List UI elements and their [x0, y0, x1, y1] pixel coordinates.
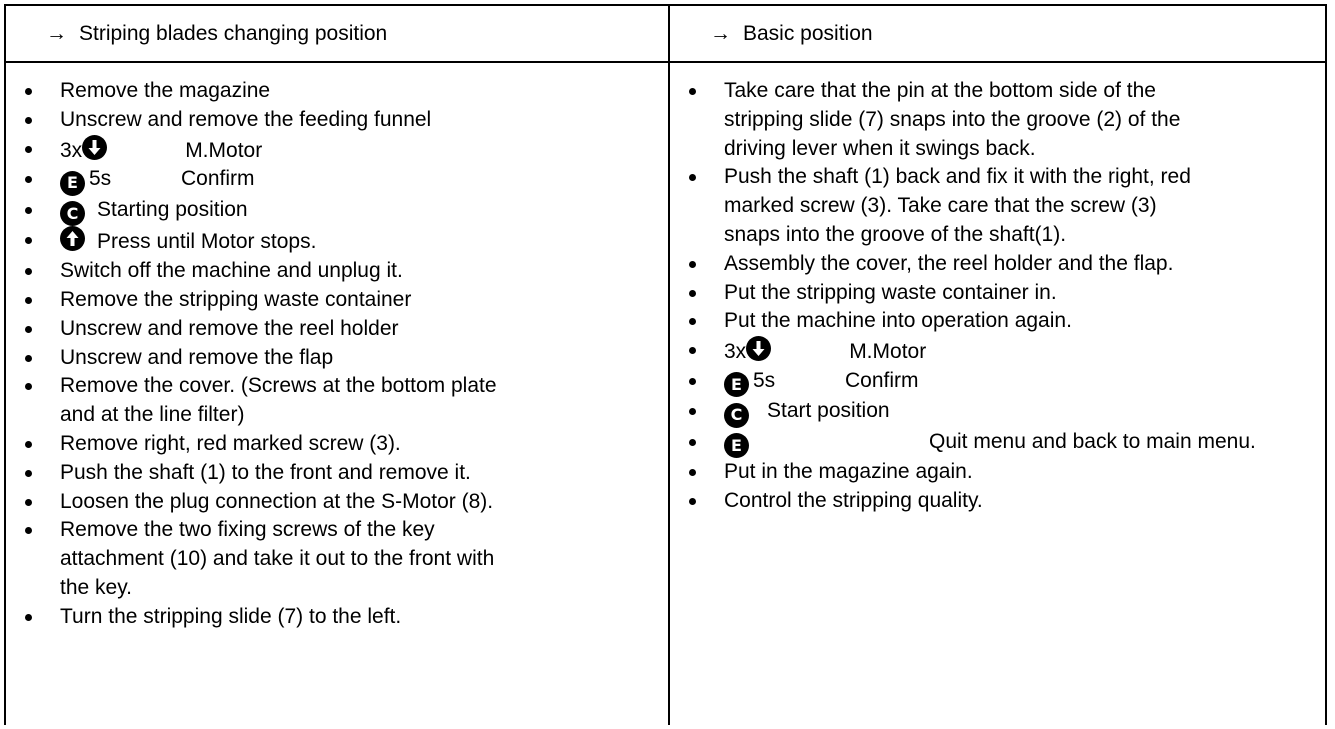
step-text: attachment (10) and take it out to the front with	[60, 547, 495, 571]
list-item	[670, 428, 1325, 459]
list-item	[670, 163, 1325, 249]
list-item	[6, 430, 668, 459]
arrow-up-key-icon	[60, 226, 85, 251]
header-left	[6, 6, 670, 63]
step-text: Remove the cover. (Screws at the bottom plate	[60, 374, 497, 398]
list-item	[670, 307, 1325, 336]
list-item	[6, 77, 668, 106]
step-text: Push the shaft (1) to the front and remove it.	[60, 460, 471, 484]
step-label: M.Motor	[185, 138, 263, 162]
step-text: Unscrew and remove the reel holder	[60, 316, 399, 340]
step-label: Press until Motor stops.	[97, 230, 317, 254]
list-item	[6, 196, 668, 227]
step-text: Take care that the pin at the bottom side of the	[724, 79, 1156, 102]
list-item	[6, 286, 668, 315]
e-key-icon: E	[60, 171, 85, 196]
step-text: Put the stripping waste container in.	[724, 280, 1057, 304]
step-text: Loosen the plug connection at the S-Motor (8).	[60, 489, 494, 513]
list-item	[6, 106, 668, 135]
step-text: Put the machine into operation again.	[724, 309, 1072, 333]
c-key-icon: C	[724, 403, 749, 428]
list-item	[670, 397, 1325, 428]
list-item	[670, 458, 1325, 487]
step-text: driving lever when it swings back.	[724, 136, 1036, 160]
list-item	[670, 77, 1325, 163]
step-text: Remove right, red marked screw (3).	[60, 431, 401, 455]
arrow-right-icon: →	[46, 21, 67, 45]
step-text: stripping slide (7) snaps into the groove (2) of the	[724, 107, 1181, 131]
list-item	[6, 257, 668, 286]
step-label: Confirm	[845, 368, 919, 392]
list-item	[670, 487, 1325, 516]
step-text: Push the shaft (1) back and fix it with the right, red	[724, 165, 1191, 189]
instruction-table	[4, 4, 1327, 725]
step-label: Confirm	[181, 167, 255, 191]
step-text: snaps into the groove of the shaft(1).	[724, 222, 1067, 246]
left-column-title: Striping blades changing position	[79, 21, 388, 45]
step-label: Starting position	[97, 197, 248, 221]
step-label: Start position	[767, 399, 890, 423]
arrow-right-icon: →	[710, 21, 731, 45]
step-text: Control the stripping quality.	[724, 489, 983, 513]
list-item	[670, 279, 1325, 308]
step-label: Quit menu and back to main menu.	[929, 429, 1256, 453]
list-item	[6, 459, 668, 488]
list-item	[6, 315, 668, 344]
c-key-icon: C	[60, 201, 85, 226]
left-steps-cell	[6, 63, 670, 725]
step-text: Unscrew and remove the flap	[60, 345, 334, 369]
right-column-title: Basic position	[743, 21, 873, 45]
step-text: Remove the magazine	[60, 79, 271, 102]
list-item	[6, 226, 668, 257]
e-key-icon: E	[724, 372, 749, 397]
arrow-down-key-icon	[82, 135, 107, 160]
press-count: 3x	[60, 138, 83, 162]
step-text: Unscrew and remove the feeding funnel	[60, 107, 432, 131]
list-item	[670, 367, 1325, 398]
list-item	[6, 488, 668, 517]
list-item	[6, 165, 668, 196]
list-item	[6, 344, 668, 373]
step-text: Put in the magazine again.	[724, 460, 973, 484]
header-right	[670, 6, 1325, 63]
press-duration: 5s	[89, 167, 112, 191]
list-item	[6, 603, 668, 632]
list-item	[670, 336, 1325, 367]
press-duration: 5s	[753, 368, 776, 392]
step-label: M.Motor	[849, 340, 927, 364]
step-text: Assembly the cover, the reel holder and the flap.	[724, 251, 1174, 275]
step-text: and at the line filter)	[60, 403, 245, 427]
step-text: Turn the stripping slide (7) to the left.	[60, 604, 402, 628]
list-item	[6, 372, 668, 430]
e-key-icon: E	[724, 433, 749, 458]
press-count: 3x	[724, 340, 747, 364]
step-text: Switch off the machine and unplug it.	[60, 259, 403, 283]
step-text: the key.	[60, 575, 132, 599]
right-steps-cell	[670, 63, 1325, 725]
arrow-down-key-icon	[746, 336, 771, 361]
left-steps-list	[6, 63, 668, 632]
right-steps-list	[670, 63, 1325, 516]
step-text: Remove the stripping waste container	[60, 287, 412, 311]
list-item	[670, 250, 1325, 279]
list-item	[6, 135, 668, 166]
step-text: Remove the two fixing screws of the key	[60, 518, 435, 542]
step-text: marked screw (3). Take care that the screw (3)	[724, 194, 1157, 218]
list-item	[6, 516, 668, 602]
